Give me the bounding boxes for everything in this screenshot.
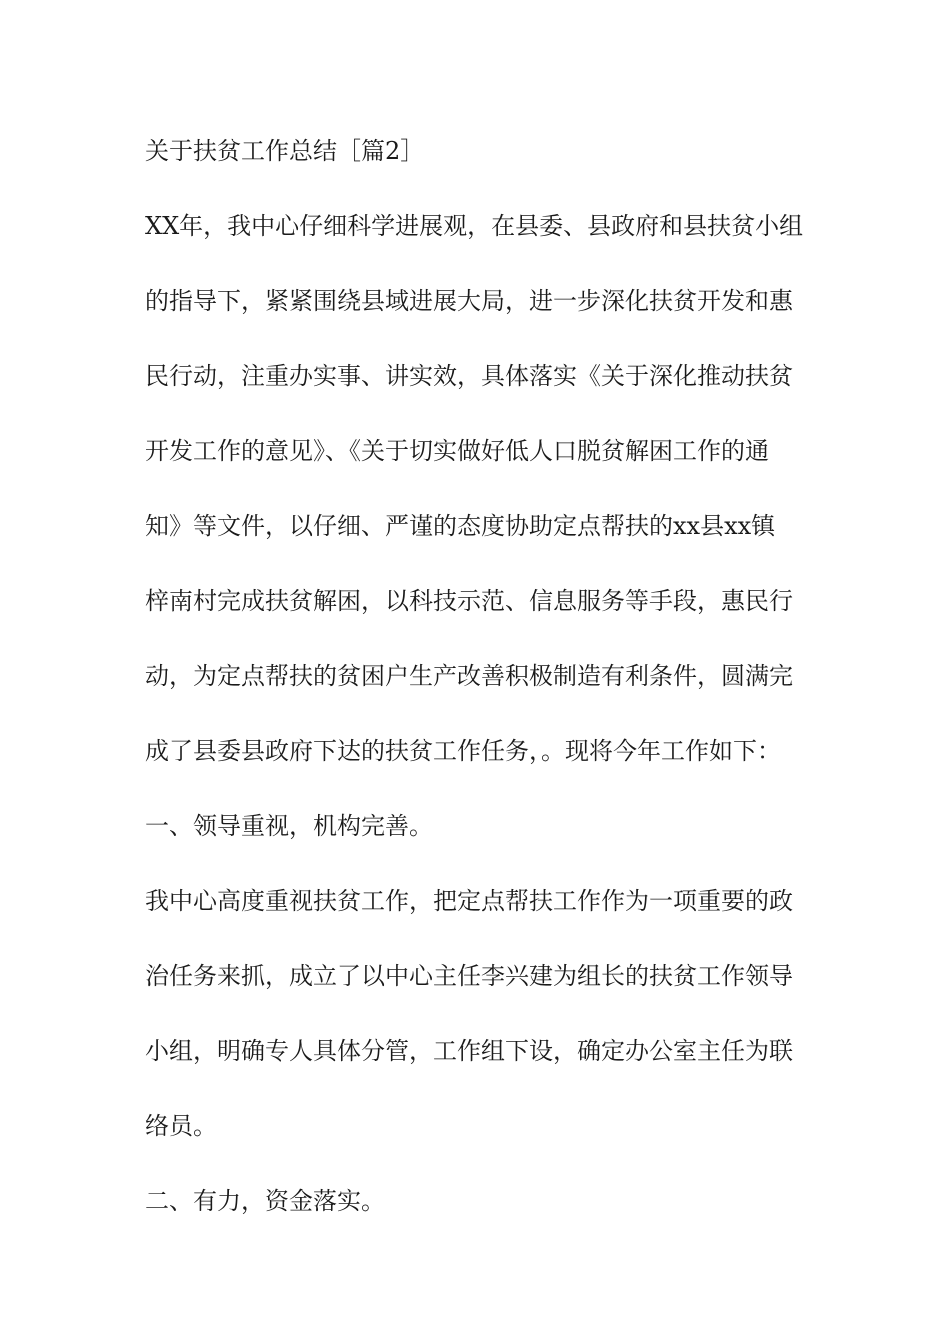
paragraph-line: 小组，明确专人具体分管，工作组下设，确定办公室主任为联 <box>145 1037 793 1065</box>
paragraph-line: 动，为定点帮扶的贫困户生产改善积极制造有利条件，圆满完 <box>145 662 793 690</box>
paragraph-line: 民行动，注重办实事、讲实效，具体落实《关于深化推动扶贫 <box>145 362 793 390</box>
section-heading: 二、有力，资金落实。 <box>145 1187 385 1215</box>
paragraph-line: 梓南村完成扶贫解困，以科技示范、信息服务等手段，惠民行 <box>145 587 793 615</box>
paragraph-line: 知》等文件，以仔细、严谨的态度协助定点帮扶的xx县xx镇 <box>145 512 776 540</box>
paragraph-line: 的指导下，紧紧围绕县域进展大局，进一步深化扶贫开发和惠 <box>145 287 793 315</box>
paragraph-line: 络员。 <box>145 1112 217 1140</box>
section-heading: 一、领导重视，机构完善。 <box>145 812 433 840</box>
paragraph-line: XX年，我中心仔细科学进展观，在县委、县政府和县扶贫小组 <box>145 212 804 240</box>
paragraph-line: 治任务来抓，成立了以中心主任李兴建为组长的扶贫工作领导 <box>145 962 793 990</box>
paragraph-line: 成了县委县政府下达的扶贫工作任务，。现将今年工作如下： <box>145 737 781 765</box>
paragraph-line: 我中心高度重视扶贫工作，把定点帮扶工作作为一项重要的政 <box>145 887 793 915</box>
paragraph-line: 开发工作的意见》、《关于切实做好低人口脱贫解困工作的通 <box>145 437 769 465</box>
document-title: 关于扶贫工作总结［篇2］ <box>145 137 425 165</box>
